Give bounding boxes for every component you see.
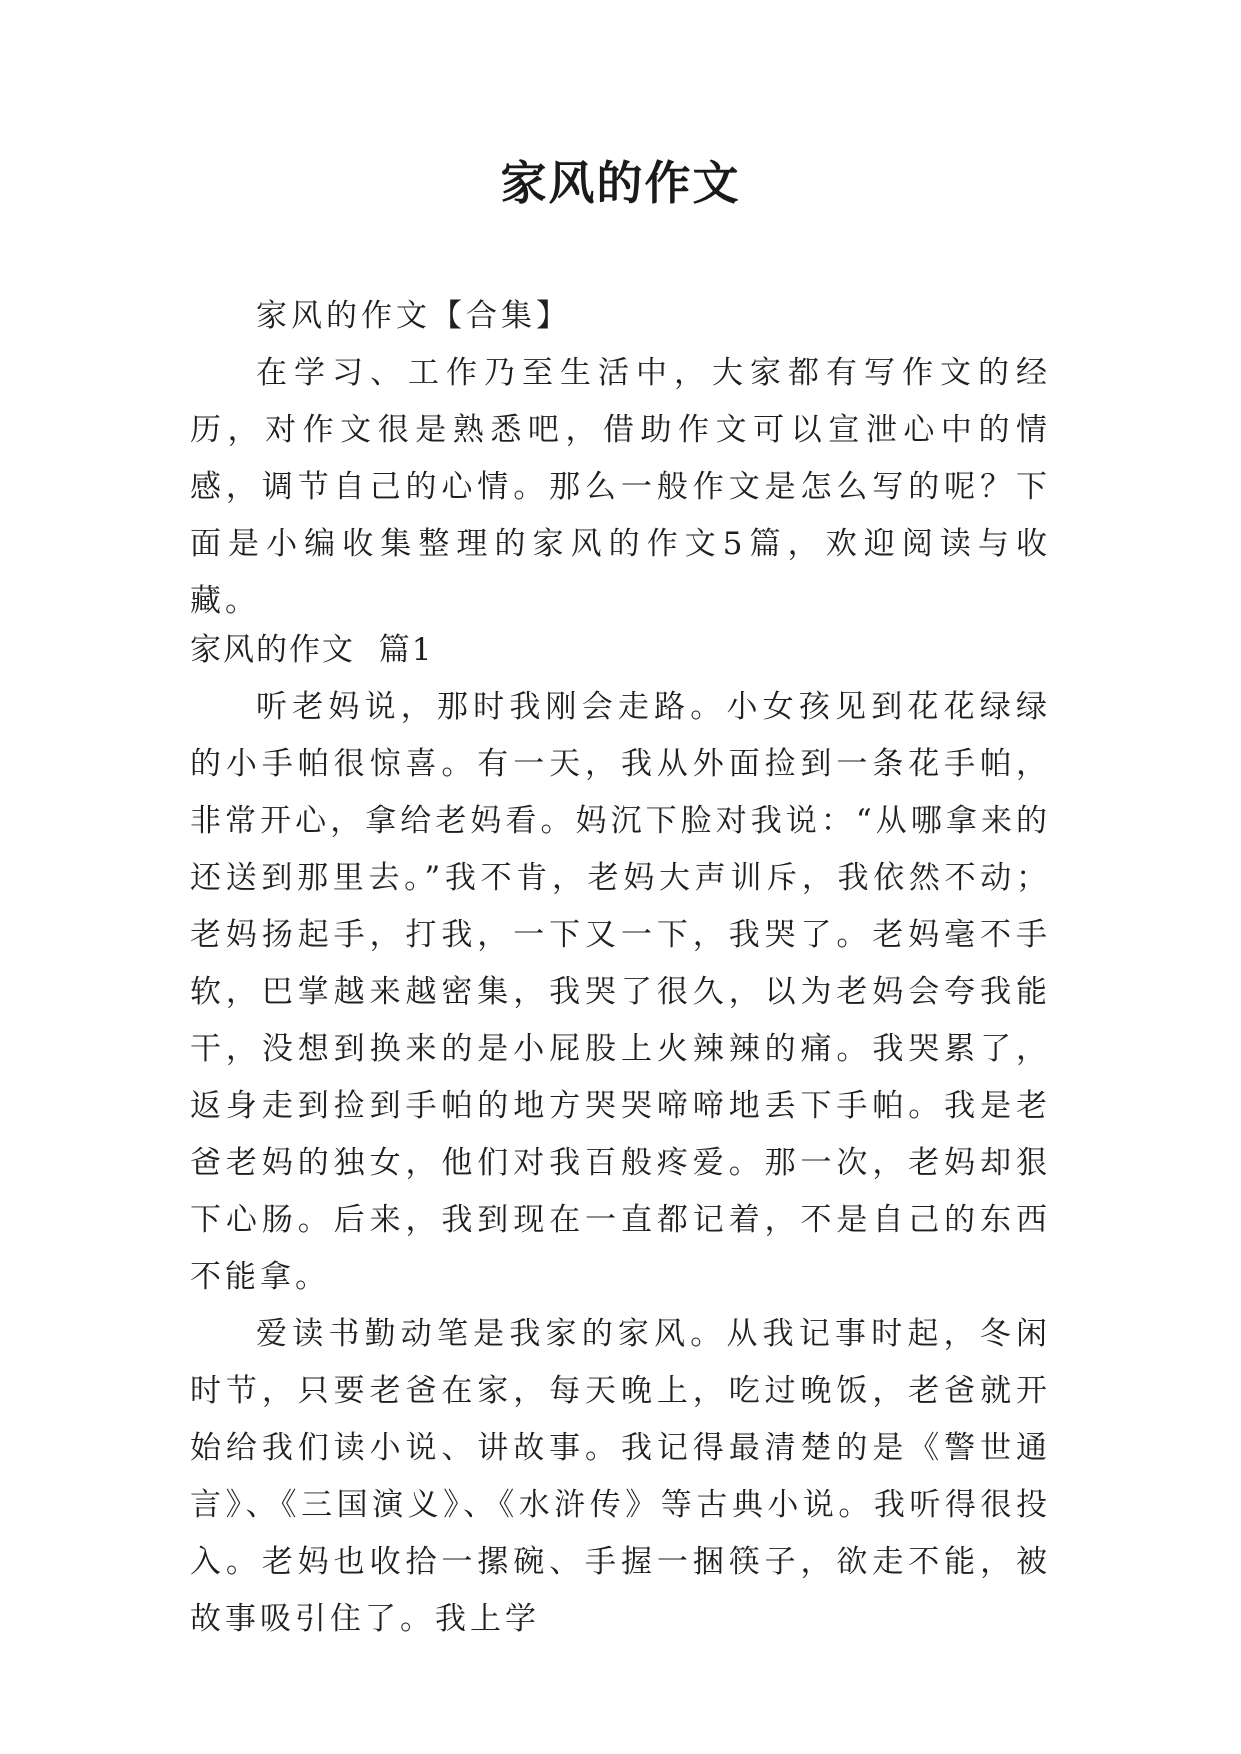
- intro-paragraph: 在学习、工作乃至生活中，大家都有写作文的经历，对作文很是熟悉吧，借助作文可以宣泄心中的情感，调节自己的心情。那么一般作文是怎么写的呢？下面是小编收集整理的家风的作文5篇，欢迎阅读与收藏。: [190, 355, 1051, 619]
- document-title: 家风的作文: [500, 156, 741, 210]
- chapter-1-paragraph: 爱读书勤动笔是我家的家风。从我记事时起，冬闲时节，只要老爸在家，每天晚上，吃过晚饭，老爸就开始给我们读小说、讲故事。我记得最清楚的是《警世通言》、《三国演义》、《水浒传》等古典小说。我听得很投入。老妈也收拾一摞碗、手握一捆筷子，欲走不能，被故事吸引住了。我上学: [190, 1316, 1051, 1637]
- chapter-1-section: [190, 622, 1051, 1648]
- chapter-1-paragraph: 听老妈说，那时我刚会走路。小女孩见到花花绿绿的小手帕很惊喜。有一天，我从外面捡到一条花手帕，非常开心，拿给老妈看。妈沉下脸对我说：“从哪拿来的还送到那里去。”我不肯，老妈大声训斥，我依然不动；老妈扬起手，打我，一下又一下，我哭了。老妈毫不手软，巴掌越来越密集，我哭了很久，以为老妈会夸我能干，没想到换来的是小屁股上火辣辣的痛。我哭累了，返身走到捡到手帕的地方哭哭啼啼地丢下手帕。我是老爸老妈的独女，他们对我百般疼爱。那一次，老妈却狠下心肠。后来，我到现在一直都记着，不是自己的东西不能拿。: [190, 689, 1051, 1295]
- intro-subtitle: 家风的作文【合集】: [256, 298, 571, 334]
- chapter-1-heading: 家风的作文 篇1: [190, 632, 434, 668]
- intro-section: [190, 288, 1051, 630]
